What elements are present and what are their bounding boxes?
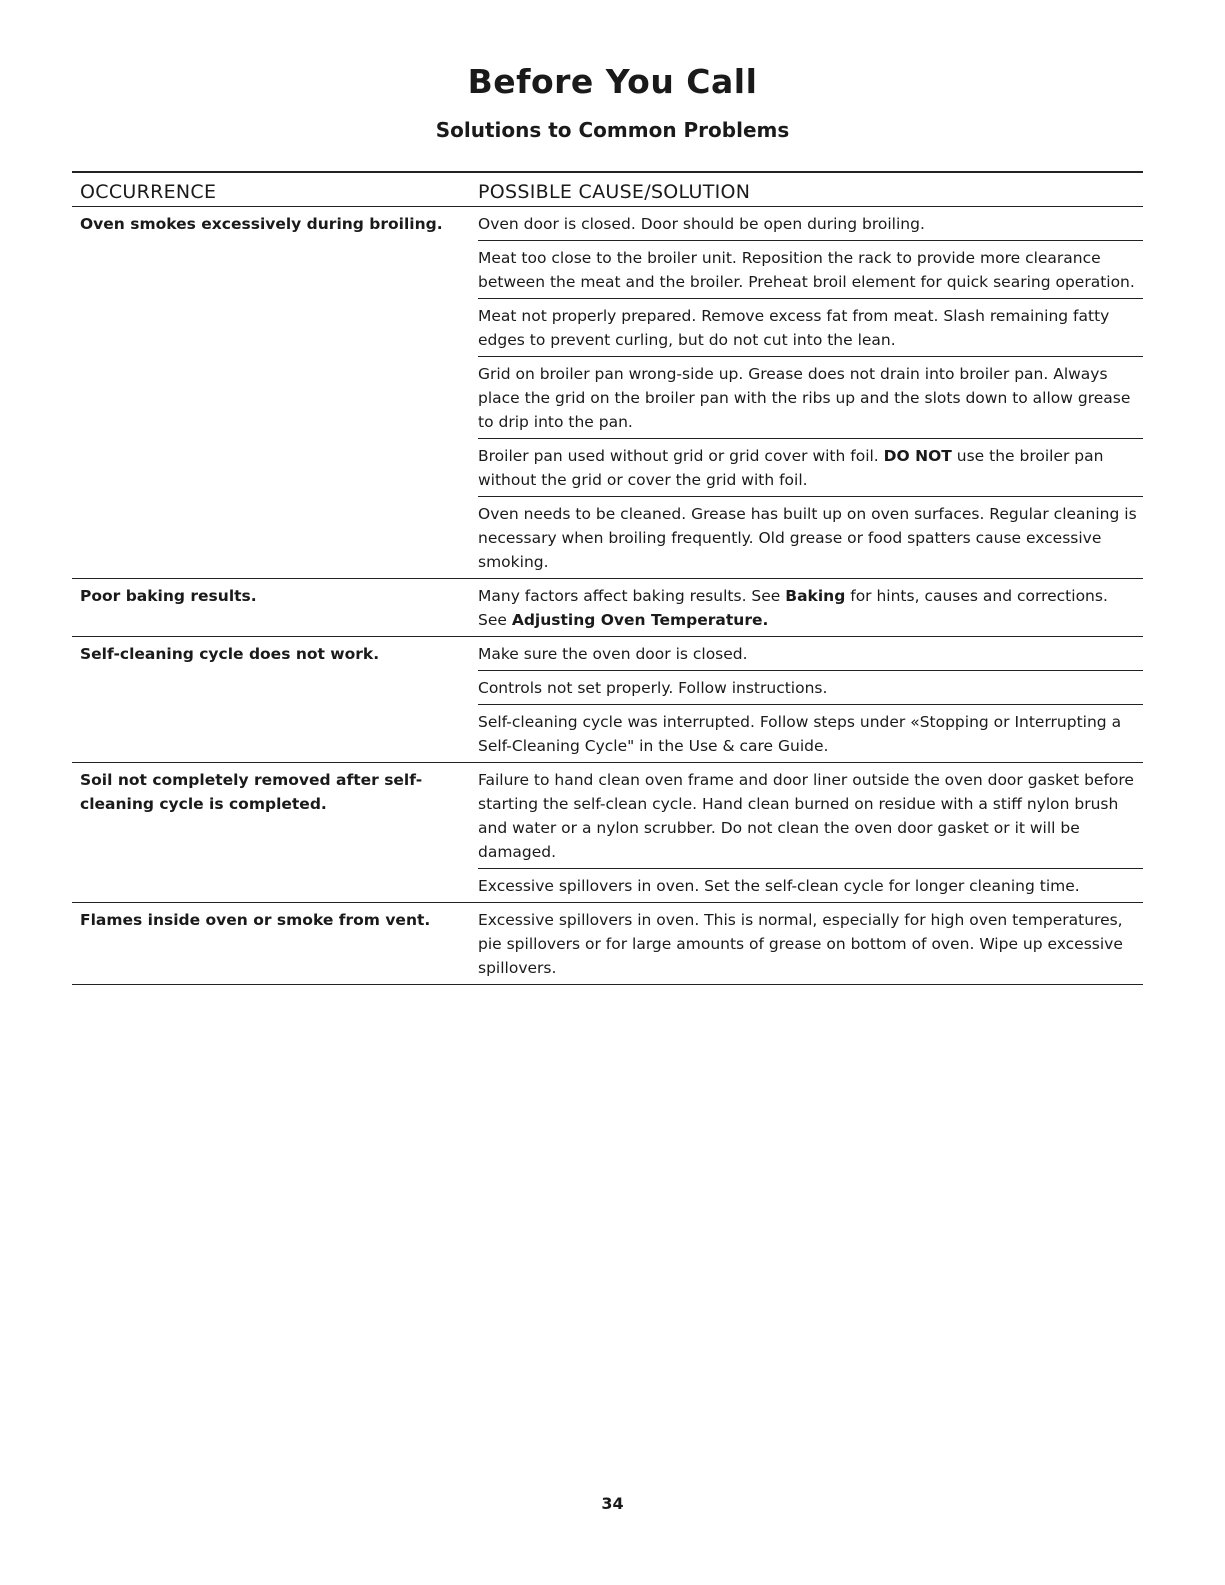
solutions-cell (478, 903, 1143, 984)
solution-item (478, 298, 1143, 356)
solution-item (478, 670, 1143, 704)
solution-text: Self-cleaning cycle was interrupted. Follow steps under «Stopping or Interrupting a Self-Cleaning Cycle" in the Use & care Guide. (478, 713, 1122, 755)
solution-text: Oven door is closed. Door should be open during broiling. (478, 215, 925, 233)
occurrence-cell: Poor baking results. (80, 587, 257, 605)
solution-item (478, 438, 1143, 496)
occurrence-cell: Flames inside oven or smoke from vent. (80, 911, 431, 929)
page-number: 34 (601, 1494, 624, 1513)
table-row (72, 637, 1143, 763)
table-body (72, 207, 1143, 985)
solution-text: Meat too close to the broiler unit. Reposition the rack to provide more clearance between the meat and the broiler. Preheat broil element for quick searing operation. (478, 249, 1135, 291)
solution-text: Excessive spillovers in oven. Set the self-clean cycle for longer cleaning time. (478, 877, 1080, 895)
solution-item (478, 496, 1143, 578)
solution-text: Grid on broiler pan wrong-side up. Grease does not drain into broiler pan. Always place the grid on the broiler pan with the ribs up and the slots down to allow grease to drip into the pan. (478, 365, 1131, 431)
solution-text: Oven needs to be cleaned. Grease has built up on oven surfaces. Regular cleaning is necessary when broiling frequently. Old grease or food spatters cause excessive smoking. (478, 505, 1137, 571)
solution-text: Controls not set properly. Follow instructions. (478, 679, 828, 697)
solution-text: Broiler pan used without grid or grid cover with foil. (478, 447, 884, 465)
table-header-row (72, 173, 1143, 207)
solution-text: Make sure the oven door is closed. (478, 645, 748, 663)
emphasis-text: Baking (785, 587, 846, 605)
occurrence-cell: Oven smokes excessively during broiling. (80, 215, 443, 233)
solution-text: Excessive spillovers in oven. This is normal, especially for high oven temperatures, pie spillovers or for large amounts of grease on bottom of oven. Wipe up excessive spillovers. (478, 911, 1123, 977)
emphasis-text: DO NOT (883, 447, 952, 465)
occurrence-cell: Self-cleaning cycle does not work. (80, 645, 380, 663)
solution-item (478, 356, 1143, 438)
solution-text: Many factors affect baking results. See (478, 587, 786, 605)
solutions-cell (478, 579, 1143, 636)
solutions-cell (478, 763, 1143, 902)
troubleshooting-table (72, 171, 1143, 985)
solution-item (478, 240, 1143, 298)
solution-item (478, 579, 1143, 636)
page-title: Before You Call (467, 62, 758, 101)
column-header-occurrence: OCCURRENCE (80, 181, 217, 203)
column-header-solution: POSSIBLE CAUSE/SOLUTION (478, 181, 751, 203)
solutions-cell (478, 207, 1143, 578)
table-row (72, 579, 1143, 637)
solutions-cell (478, 637, 1143, 762)
solution-text: Meat not properly prepared. Remove excess fat from meat. Slash remaining fatty edges to prevent curling, but do not cut into the lean. (478, 307, 1110, 349)
solution-item (478, 704, 1143, 762)
solution-text: for hints, causes and corrections. See (478, 587, 1108, 629)
occurrence-cell: Soil not completely removed after self-cleaning cycle is completed. (80, 771, 423, 813)
page-subtitle: Solutions to Common Problems (435, 118, 790, 142)
solution-item (478, 903, 1143, 984)
emphasis-text: Adjusting Oven Temperature. (511, 611, 769, 629)
table-row (72, 903, 1143, 985)
solution-item (478, 637, 1143, 670)
solution-item (478, 207, 1143, 240)
table-row (72, 763, 1143, 903)
solution-text: use the broiler pan without the grid or cover the grid with foil. (478, 447, 1104, 489)
solution-item (478, 868, 1143, 902)
solution-text: Failure to hand clean oven frame and door liner outside the oven door gasket before starting the self-clean cycle. Hand clean burned on residue with a stiff nylon brush and water or a nylon scrubber. Do not clean the oven door gasket or it will be damaged. (478, 771, 1134, 861)
table-row (72, 207, 1143, 579)
solution-item (478, 763, 1143, 868)
